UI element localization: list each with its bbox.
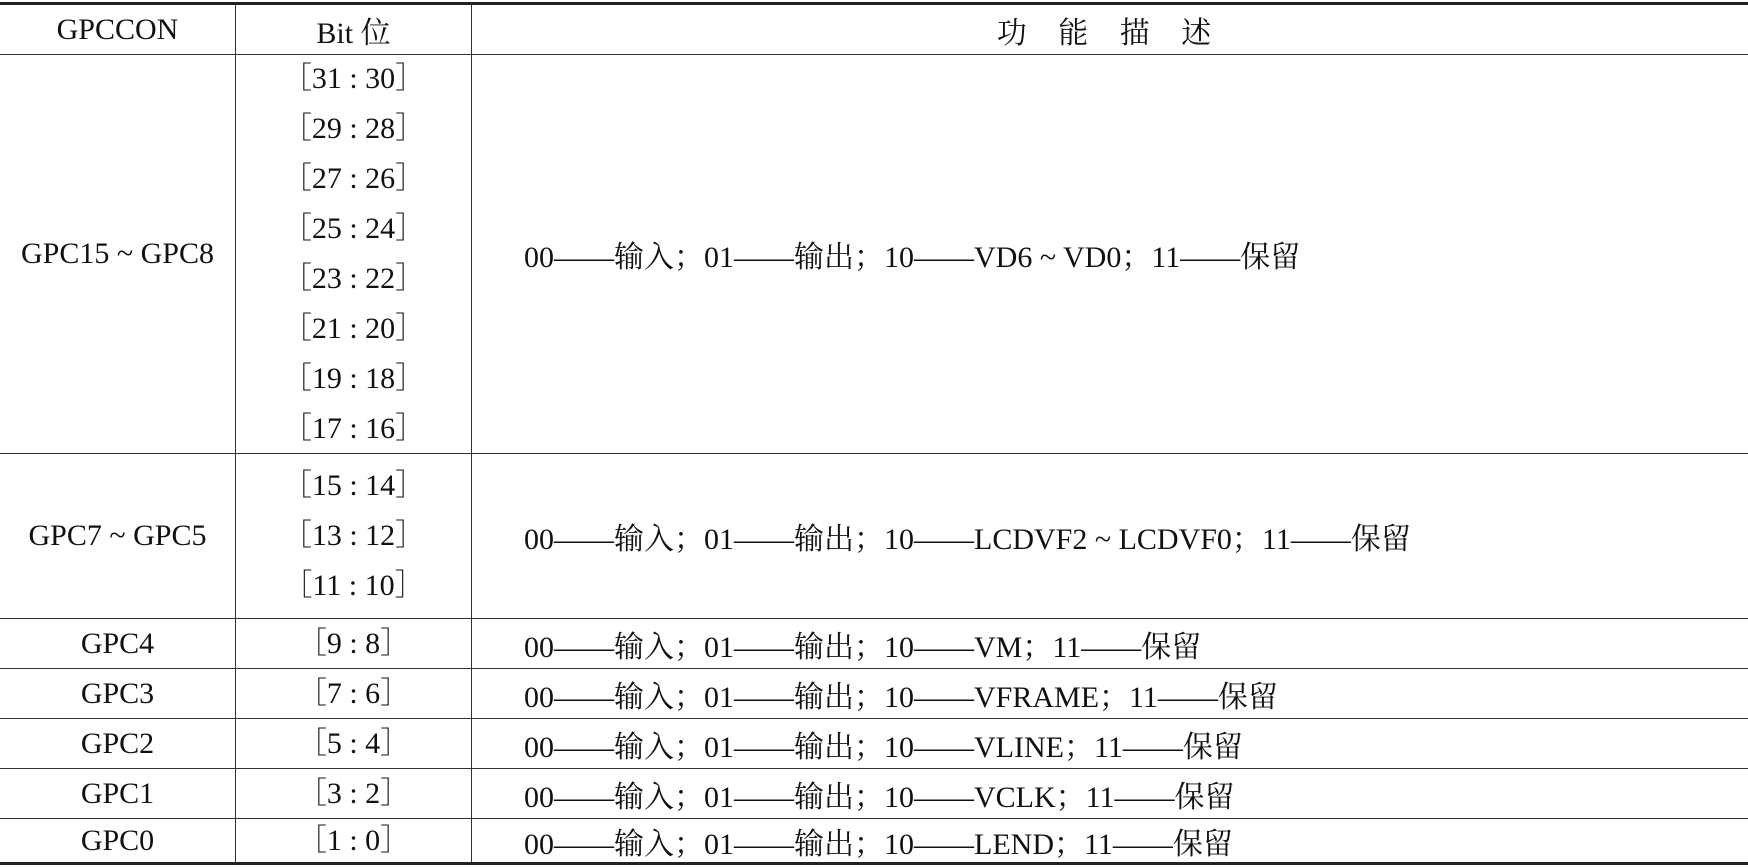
bit-range: ［17 : 16］ [281, 412, 426, 445]
gpccon-cell: GPC2 [0, 719, 236, 768]
bit-cell [236, 719, 472, 768]
bit-cell [236, 669, 472, 718]
table-row [0, 669, 1748, 719]
bit-range: ［19 : 18］ [281, 362, 426, 395]
bit-range: ［13 : 12］ [281, 519, 426, 552]
function-text: 00——输入；01——输出；10——VCLK；11——保留 [524, 780, 1235, 814]
function-cell [472, 769, 1748, 818]
function-text: 00——输入；01——输出；10——VD6 ~ VD0；11——保留 [524, 241, 1301, 274]
header-bit: Bit 位 [236, 5, 472, 54]
function-cell [472, 719, 1748, 768]
table-row [0, 719, 1748, 769]
bit-range: ［31 : 30］ [281, 62, 426, 95]
table-row [0, 769, 1748, 819]
table-row [0, 819, 1748, 862]
table-row [0, 619, 1748, 669]
function-text: 00——输入；01——输出；10——VFRAME；11——保留 [524, 680, 1278, 714]
bit-range: ［29 : 28］ [281, 112, 426, 145]
function-text: 00——输入；01——输出；10——LEND；11——保留 [524, 827, 1233, 861]
bit-range: ［11 : 10］ [282, 569, 425, 602]
gpccon-cell: GPC1 [0, 769, 236, 818]
bit-range: ［9 : 8］ [296, 626, 411, 660]
function-text: 00——输入；01——输出；10——VLINE；11——保留 [524, 730, 1243, 764]
gpccon-cell: GPC15 ~ GPC8 [0, 55, 236, 453]
bit-cell [236, 769, 472, 818]
bit-cell [236, 55, 472, 453]
bit-range: ［25 : 24］ [281, 212, 426, 245]
function-cell [472, 55, 1748, 453]
function-cell [472, 669, 1748, 718]
bit-cell [236, 619, 472, 668]
bit-range: ［1 : 0］ [296, 824, 411, 857]
function-cell [472, 619, 1748, 668]
function-text: 00——输入；01——输出；10——LCDVF2 ~ LCDVF0；11——保留 [524, 523, 1411, 556]
table-row [0, 55, 1748, 454]
bit-range: ［5 : 4］ [296, 726, 411, 760]
gpccon-cell: GPC3 [0, 669, 236, 718]
function-text: 00——输入；01——输出；10——VM；11——保留 [524, 630, 1202, 664]
bit-range: ［21 : 20］ [281, 312, 426, 345]
gpccon-cell: GPC0 [0, 819, 236, 862]
bit-cell [236, 454, 472, 618]
bit-cell [236, 819, 472, 862]
bit-range: ［7 : 6］ [296, 676, 411, 710]
bit-range: ［27 : 26］ [281, 162, 426, 195]
function-cell [472, 819, 1748, 862]
bit-range: ［3 : 2］ [296, 776, 411, 810]
header-gpccon: GPCCON [0, 5, 236, 54]
table-row [0, 454, 1748, 619]
gpccon-cell: GPC4 [0, 619, 236, 668]
gpccon-table [0, 2, 1748, 865]
gpccon-cell: GPC7 ~ GPC5 [0, 454, 236, 618]
bit-range: ［23 : 22］ [281, 262, 426, 295]
header-function: 功 能 描 述 [996, 16, 1224, 50]
table-header-row [0, 5, 1748, 55]
bit-range: ［15 : 14］ [281, 469, 426, 502]
function-cell [472, 454, 1748, 618]
